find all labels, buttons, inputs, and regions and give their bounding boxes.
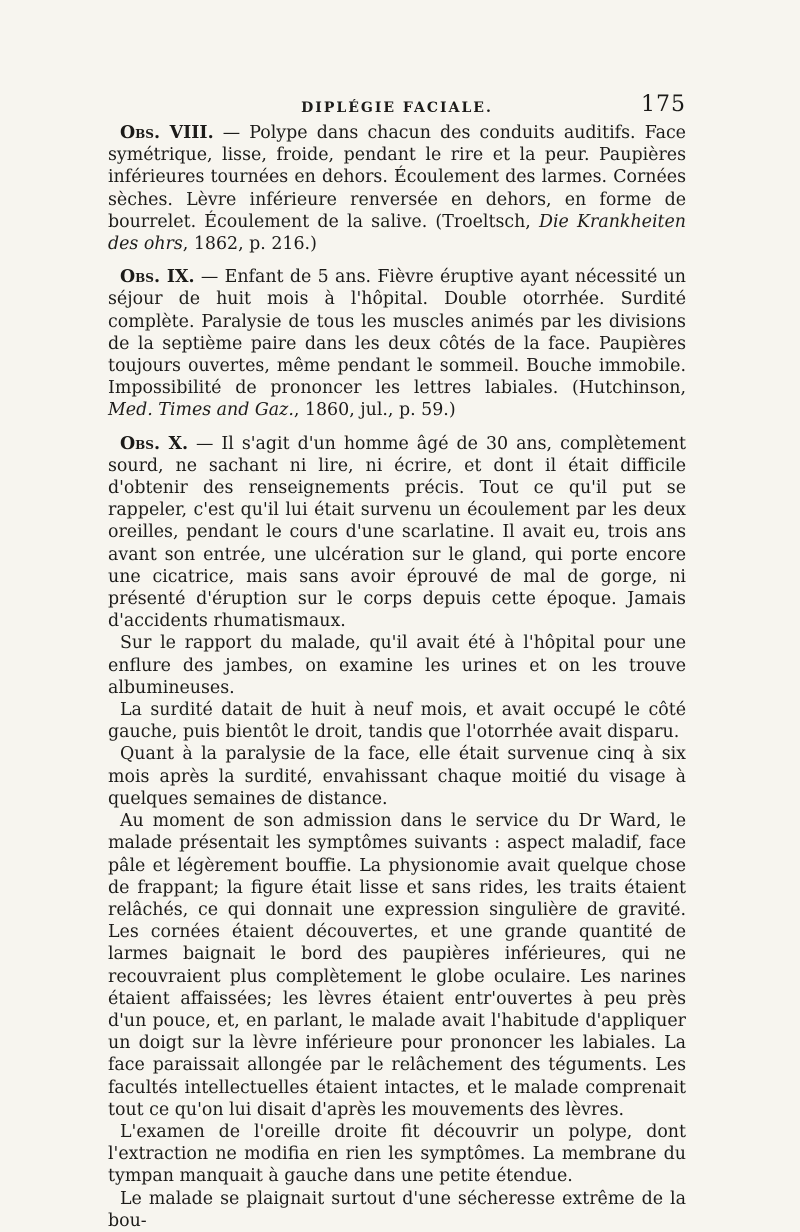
running-header xyxy=(108,88,686,122)
observation-9 xyxy=(108,266,686,421)
observation-heading: Obs. X. xyxy=(120,433,189,454)
paragraph: Sur le rapport du malade, qu'il avait été à l'hôpital pour une enflure des jambes, on examine les urines et on les trouve albumineuses. xyxy=(108,633,686,698)
paragraph: Au moment de son admission dans le service du Dr Ward, le malade présentait les symptômes suivants : aspect maladif, face pâle et légèrement bouffie. La physionomie avait quelque chose de frappant; la figure était lisse et sans rides, les traits étaient relâchés, ce qui donnait une expression singulière de gravité. Les cornées étaient découvertes, et une grande quantité de larmes baignait le bord des paupières inférieures, qui ne recouvraient plus complètement le globe oculaire. Les narines étaient affaissées; les lèvres étaient entr'ouvertes à peu près d'un pouce, et, en parlant, le malade avait l'habitude d'appliquer un doigt sur la lèvre inférieure pour prononcer les labiales. La face paraissait allongée par le relâchement des téguments. Les facultés intellectuelles étaient intactes, et le malade comprenait tout ce qu'on lui disait d'après les mouvements des lèvres. xyxy=(108,811,686,1120)
observation-10 xyxy=(108,433,686,633)
running-title: DIPLÉGIE FACIALE. xyxy=(301,100,493,116)
observation-heading: Obs. VIII. xyxy=(120,123,214,143)
source-title: Med. Times and Gaz. xyxy=(108,400,294,421)
observation-8 xyxy=(108,122,686,255)
page-number: 175 xyxy=(641,92,686,117)
paragraph: La surdité datait de huit à neuf mois, et avait occupé le côté gauche, puis bientôt le droit, tandis que l'otorrhée avait disparu. xyxy=(108,700,686,743)
source-title: Die Krankheiten des ohrs xyxy=(108,211,686,255)
paragraph: — Il s'agit d'un homme âgé de 30 ans, complètement sourd, ne sachant ni lire, ni écrire, et dont il était difficile d'obtenir des renseignements précis. Tout ce qu'il put se rappeler, c'est qu'il lui était survenu un écoulement par les deux oreilles, pendant le cours d'une scarlatine. Il avait eu, trois ans avant son entrée, une ulcération sur le gland, qui porte encore une cicatrice, mais sans avoir éprouvé de mal de gorge, ni présenté d'éruption sur le corps depuis cette époque. Jamais d'accidents rhumatismaux. xyxy=(108,433,687,632)
source-citation: , 1862, p. 216.) xyxy=(182,234,317,255)
observation-text: — Enfant de 5 ans. Fièvre éruptive ayant nécessité un séjour de huit mois à l'hôpital. Double otorrhée. Surdité complète. Paralysie de tous les muscles animés par les divisions de la septième paire dans les deux côtés de la face. Paupières toujours ouvertes, même pendant le sommeil. Bouche immobile. Impossibilité de prononcer les lettres labiales. (Hutchinson, xyxy=(108,267,687,399)
paragraph: L'examen de l'oreille droite fit découvrir un polype, dont l'extraction ne modifia en rien les symptômes. La membrane du tympan manquait à gauche dans une petite étendue. xyxy=(108,1121,686,1187)
source-citation: , 1860, jul., p. 59.) xyxy=(293,400,456,421)
book-page xyxy=(108,88,686,1232)
observation-text: — Polype dans chacun des conduits auditifs. Face symétrique, lisse, froide, pendant le rire et la peur. Paupières inférieures tournées en dehors. Écoulement des larmes. Cornées sèches. Lèvre inférieure renversée en dehors, en forme de bourrelet. Écoulement de la salive. (Troeltsch, xyxy=(108,123,686,232)
paragraph: Le malade se plaignait surtout d'une sécheresse extrême de la bou- xyxy=(108,1188,686,1231)
page-body xyxy=(108,122,686,1232)
observation-heading: Obs. IX. xyxy=(120,267,195,288)
paragraph: Quant à la paralysie de la face, elle était survenue cinq à six mois après la surdité, envahissant chaque moitié du visage à quelques semaines de distance. xyxy=(108,744,686,809)
